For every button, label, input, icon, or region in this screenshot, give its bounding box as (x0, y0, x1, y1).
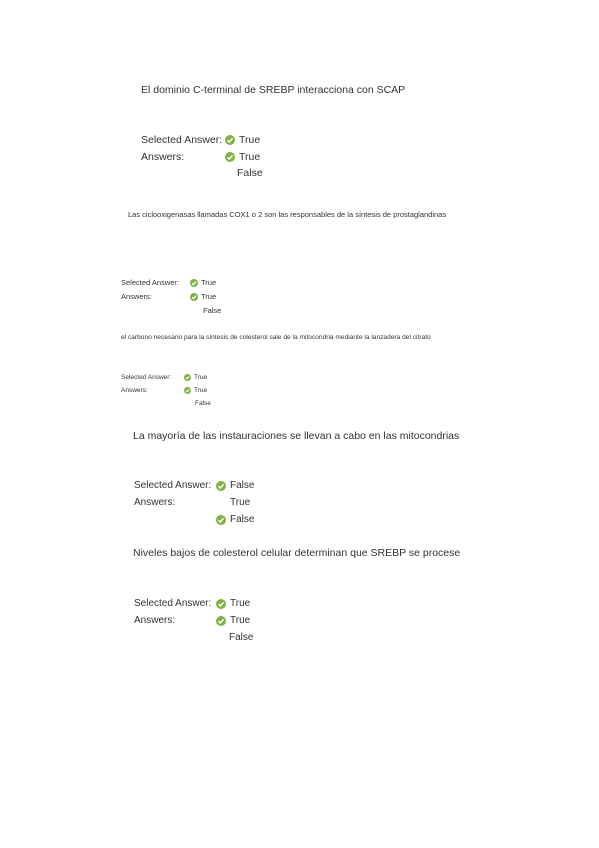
question-text: el carbono necesario para la síntesis de colesterol sale de la mitocondria mediante la lanzadera del citrato (121, 334, 431, 341)
check-circle-icon (216, 481, 226, 491)
selected-answer-label: Selected Answer: (134, 480, 212, 491)
selected-answer-row (134, 598, 250, 609)
selected-answer-value: True (194, 374, 208, 381)
selected-answer-label: Selected Answer: (121, 374, 172, 381)
check-circle-icon (225, 152, 235, 162)
selected-answer-row (121, 278, 216, 287)
answers-row (212, 514, 254, 525)
answer-option: True (201, 292, 217, 301)
answers-row (203, 306, 221, 315)
check-circle-icon (184, 374, 191, 381)
check-circle-icon (190, 293, 198, 301)
selected-answer-label: Selected Answer: (141, 134, 223, 146)
answer-option: False (203, 306, 222, 315)
check-circle-icon (225, 135, 235, 145)
question-text: Las ciclooxigenasas llamadas COX1 o 2 son las responsables de la síntesis de prostaglandinas (128, 210, 447, 219)
answers-row (134, 615, 250, 626)
answers-row (229, 632, 253, 643)
answers-row (134, 497, 250, 508)
selected-answer-value: True (239, 134, 261, 146)
selected-answer-row (121, 374, 207, 381)
answer-option: True (230, 497, 251, 508)
selected-answer-label: Selected Answer: (121, 278, 179, 287)
check-circle-icon (216, 616, 226, 626)
answer-option: False (229, 632, 254, 643)
answer-option: True (194, 387, 208, 394)
selected-answer-row (141, 134, 260, 146)
answer-option: True (239, 151, 261, 163)
check-circle-icon (184, 387, 191, 394)
answer-option: True (230, 615, 251, 626)
check-circle-icon (190, 279, 198, 287)
answers-row (121, 387, 207, 394)
answers-label: Answers: (121, 292, 152, 301)
selected-answer-value: False (230, 480, 255, 491)
answers-label: Answers: (141, 151, 185, 163)
answers-label: Answers: (121, 387, 148, 394)
answer-option: False (237, 167, 263, 179)
answer-option: False (230, 514, 255, 525)
check-circle-icon (216, 515, 226, 525)
selected-answer-row (134, 480, 254, 491)
check-circle-icon (216, 599, 226, 609)
selected-answer-value: True (230, 598, 251, 609)
selected-answer-label: Selected Answer: (134, 598, 212, 609)
answer-option: False (195, 400, 211, 407)
answers-row (121, 292, 216, 301)
answers-label: Answers: (134, 615, 176, 626)
question-text: La mayoría de las instauraciones se llevan a cabo en las mitocondrias (133, 430, 460, 442)
question-text: El dominio C-terminal de SREBP interacciona con SCAP (141, 84, 406, 96)
selected-answer-value: True (201, 278, 217, 287)
answers-label: Answers: (134, 497, 176, 508)
answers-row (195, 400, 211, 407)
answers-row (237, 167, 263, 179)
answers-row (141, 151, 260, 163)
question-text: Niveles bajos de colesterol celular determinan que SREBP se procese (133, 547, 461, 559)
